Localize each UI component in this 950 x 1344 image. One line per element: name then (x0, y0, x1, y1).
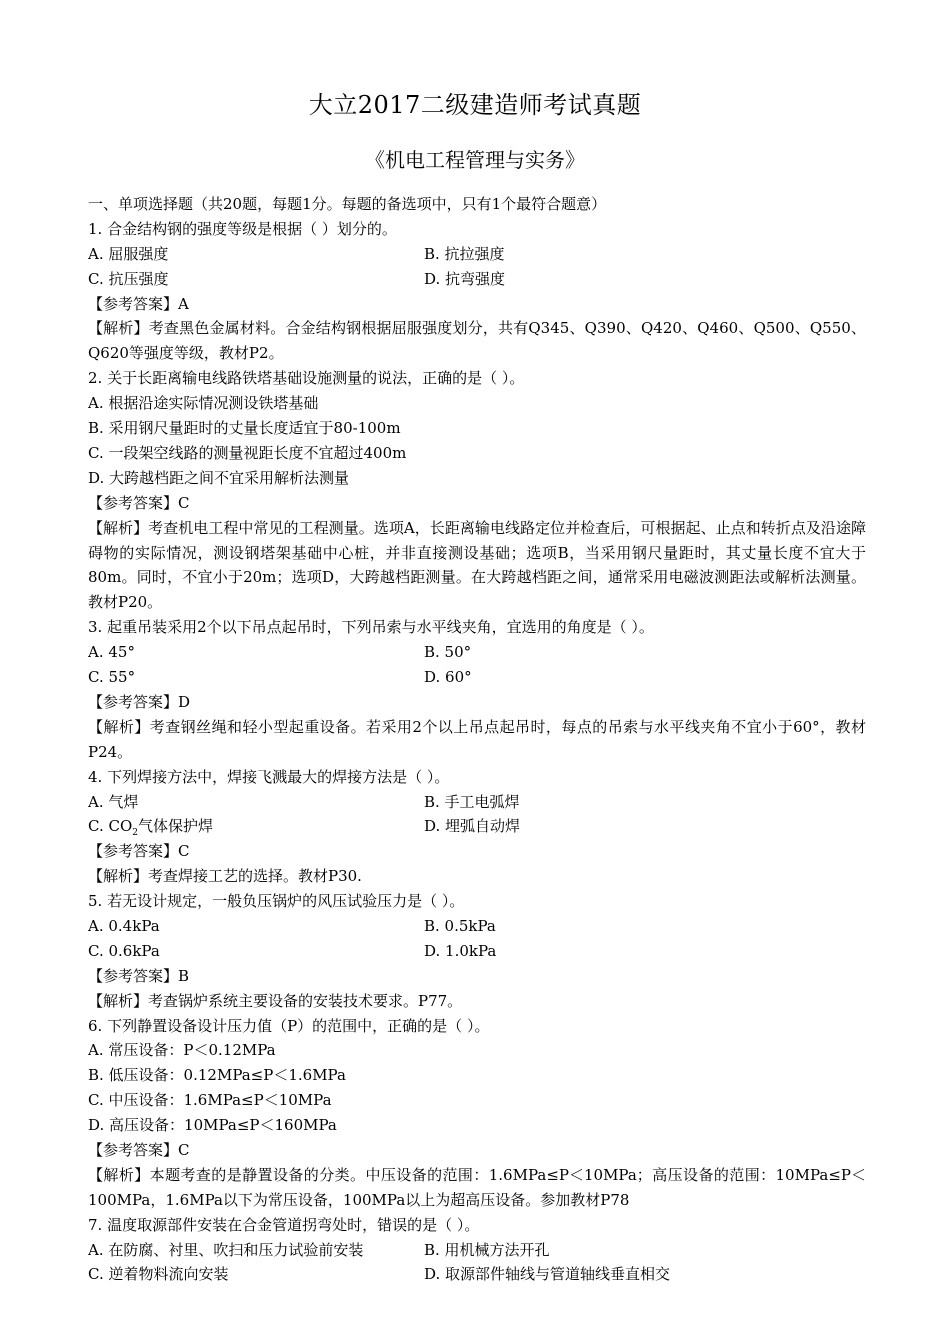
reference-answer: 【参考答案】C (88, 1141, 190, 1159)
option-row (88, 1262, 866, 1287)
option-row (88, 640, 866, 665)
option-c-text: 气体保护焊 (138, 817, 214, 836)
reference-answer: 【参考答案】B (88, 966, 190, 985)
option-row (88, 1238, 866, 1263)
answer-analysis: 【解析】本题考查的是静置设备的分类。中压设备的范围：1.6MPa≤P＜10MPa；高压设备的范围：10MPa≤P＜100MPa，1.6MPa以下为常压设备，100MPa以上为超高压设备。参加教材P78 (88, 1165, 866, 1209)
option-row (88, 939, 866, 964)
reference-answer: 【参考答案】C (88, 842, 190, 861)
question-stem: 1. 合金结构钢的强度等级是根据（ ）划分的。 (88, 219, 397, 238)
option-b: B. 50° (424, 643, 472, 662)
section-heading: 一、单项选择题（共20题，每题1分。每题的备选项中，只有1个最符合题意） (88, 195, 607, 213)
answer-analysis: 【解析】考查黑色金属材料。合金结构钢根据屈服强度划分，共有Q345、Q390、Q420、Q460、Q500、Q550、Q620等强度等级，教材P2。 (88, 319, 866, 363)
option-c: C. 0.6kPa (88, 941, 160, 960)
option-d: D. 大跨越档距之间不宜采用解析法测量 (88, 468, 350, 487)
option-a: A. 屈服强度 (88, 244, 169, 263)
option-b: B. 抗拉强度 (424, 244, 505, 263)
option-c: C. 中压设备：1.6MPa≤P＜10MPa (88, 1091, 332, 1110)
option-d: D. 抗弯强度 (424, 269, 506, 288)
question-stem: 5. 若无设计规定，一般负压锅炉的风压试验压力是（ ）。 (88, 892, 465, 911)
option-d: D. 60° (424, 668, 472, 687)
document-subtitle: 《机电工程管理与实务》 (365, 148, 585, 172)
option-d: D. 埋弧自动焊 (424, 817, 521, 836)
option-row (88, 814, 866, 839)
option-d: D. 取源部件轴线与管道轴线垂直相交 (424, 1265, 671, 1284)
option-row (88, 665, 866, 690)
option-c-prefix: C. CO (88, 817, 133, 836)
question-stem: 7. 温度取源部件安装在合金管道拐弯处时，错误的是（ ）。 (88, 1215, 480, 1234)
question-stem: 4. 下列焊接方法中，焊接飞溅最大的焊接方法是（ ）。 (88, 767, 450, 786)
option-c: C. 逆着物料流向安装 (88, 1265, 229, 1284)
co2-subscript: 2 (132, 828, 138, 839)
option-c (88, 814, 424, 839)
reference-answer: 【参考答案】A (88, 294, 189, 313)
option-b: B. 用机械方法开孔 (424, 1240, 550, 1259)
option-c: C. 55° (88, 668, 136, 687)
option-row (88, 267, 866, 292)
question-stem: 6. 下列静置设备设计压力值（P）的范围中，正确的是（ ）。 (88, 1016, 490, 1035)
option-row (88, 790, 866, 815)
option-c: C. 一段架空线路的测量视距长度不宜超过400m (88, 443, 407, 462)
answer-analysis: 【解析】考查焊接工艺的选择。教材P30. (88, 867, 362, 886)
option-row (88, 914, 866, 939)
option-row (88, 242, 866, 267)
option-a: A. 在防腐、衬里、吹扫和压力试验前安装 (88, 1240, 364, 1259)
reference-answer: 【参考答案】C (88, 493, 190, 512)
option-a: A. 0.4kPa (88, 916, 160, 935)
answer-analysis: 【解析】考查锅炉系统主要设备的安装技术要求。P77。 (88, 991, 463, 1010)
option-d: D. 1.0kPa (424, 941, 497, 960)
document-title: 大立2017二级建造师考试真题 (308, 91, 642, 119)
answer-analysis: 【解析】考查钢丝绳和轻小型起重设备。若采用2个以上吊点起吊时，每点的吊索与水平线夹角不宜小于60°，教材P24。 (88, 717, 866, 761)
option-b: B. 低压设备：0.12MPa≤P＜1.6MPa (88, 1066, 346, 1085)
option-a: A. 45° (88, 643, 135, 662)
option-b: B. 手工电弧焊 (424, 792, 520, 811)
reference-answer: 【参考答案】D (88, 692, 191, 711)
option-a: A. 根据沿途实际情况测设铁塔基础 (88, 394, 319, 413)
option-d: D. 高压设备：10MPa≤P＜160MPa (88, 1116, 337, 1135)
option-a: A. 气焊 (88, 792, 139, 811)
option-a: A. 常压设备：P＜0.12MPa (88, 1041, 276, 1060)
question-stem: 2. 关于长距离输电线路铁塔基础设施测量的说法，正确的是（ ）。 (88, 369, 525, 388)
answer-analysis: 【解析】考查机电工程中常见的工程测量。选项A，长距离输电线路定位并检查后，可根据起、止点和转折点及沿途障碍物的实际情况，测设钢塔架基础中心桩，并非直接测设基础；选项B，当采用钢尺量距时，其丈量长度不宜大于80m。同时，不宜小于20m；选项D，大跨越档距测量。在大跨越档距之间，通常采用电磁波测距法或解析法测量。教材P20。 (88, 518, 866, 612)
document-body (88, 192, 866, 1287)
option-b: B. 采用钢尺量距时的丈量长度适宜于80-100m (88, 419, 401, 438)
question-stem: 3. 起重吊装采用2个以下吊点起吊时，下列吊索与水平线夹角，宜选用的角度是（ ）。 (88, 618, 654, 637)
option-c: C. 抗压强度 (88, 269, 169, 288)
option-b: B. 0.5kPa (424, 916, 496, 935)
